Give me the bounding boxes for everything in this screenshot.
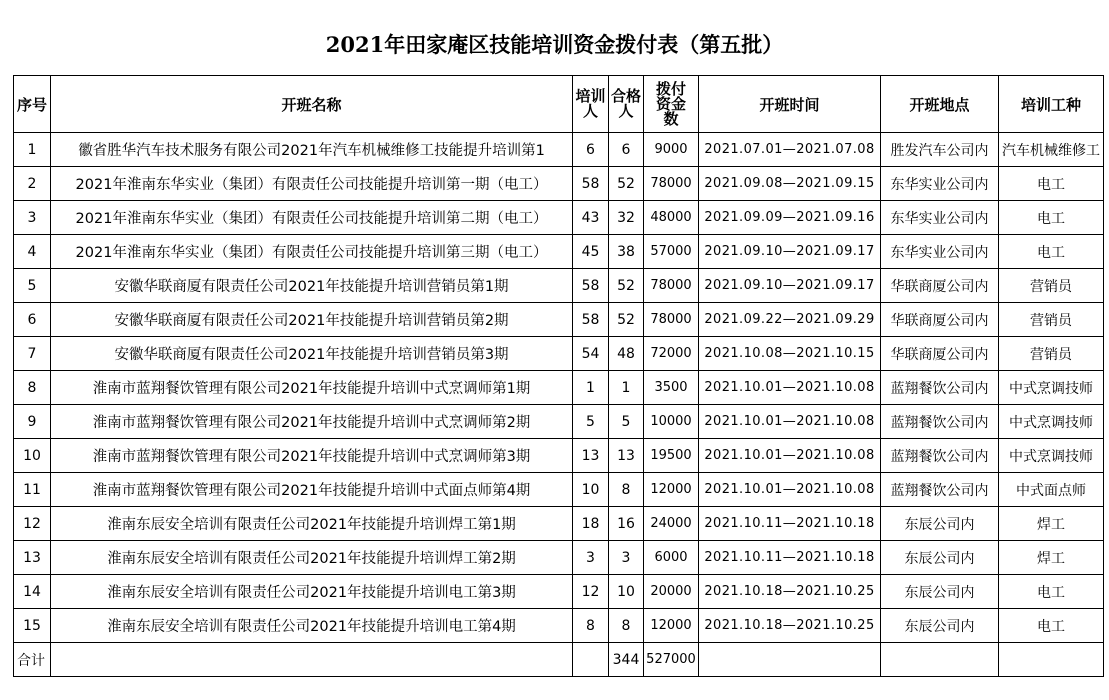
cell-location: 东辰公司内	[881, 541, 999, 575]
cell-amount: 78000	[644, 303, 699, 337]
cell-name: 淮南市蓝翔餐饮管理有限公司2021年技能提升培训中式烹调师第1期	[51, 371, 573, 405]
header-amount: 拨付资金数	[644, 76, 699, 133]
cell-qualified: 32	[609, 201, 644, 235]
cell-name: 淮南市蓝翔餐饮管理有限公司2021年技能提升培训中式烹调师第2期	[51, 405, 573, 439]
cell-trainees: 18	[573, 507, 609, 541]
total-name-empty	[51, 643, 573, 677]
cell-trainees: 10	[573, 473, 609, 507]
page-title: 2021年田家庵区技能培训资金拨付表（第五批）	[325, 32, 784, 57]
cell-name: 2021年淮南东华实业（集团）有限责任公司技能提升培训第二期（电工）	[51, 201, 573, 235]
cell-amount: 24000	[644, 507, 699, 541]
cell-index: 10	[14, 439, 51, 473]
cell-qualified: 8	[609, 473, 644, 507]
cell-index: 1	[14, 133, 51, 167]
cell-index: 13	[14, 541, 51, 575]
cell-index: 9	[14, 405, 51, 439]
cell-period: 2021.07.01—2021.07.08	[699, 133, 881, 167]
cell-qualified: 1	[609, 371, 644, 405]
cell-index: 7	[14, 337, 51, 371]
cell-location: 蓝翔餐饮公司内	[881, 371, 999, 405]
cell-qualified: 52	[609, 303, 644, 337]
cell-trade: 营销员	[999, 337, 1104, 371]
cell-trainees: 58	[573, 269, 609, 303]
cell-trainees: 8	[573, 609, 609, 643]
cell-period: 2021.10.01—2021.10.08	[699, 405, 881, 439]
cell-trainees: 6	[573, 133, 609, 167]
cell-trade: 电工	[999, 201, 1104, 235]
cell-location: 东辰公司内	[881, 507, 999, 541]
cell-name: 2021年淮南东华实业（集团）有限责任公司技能提升培训第三期（电工）	[51, 235, 573, 269]
table-row	[14, 405, 1104, 439]
cell-period: 2021.10.11—2021.10.18	[699, 507, 881, 541]
cell-amount: 78000	[644, 269, 699, 303]
cell-index: 5	[14, 269, 51, 303]
cell-trainees: 54	[573, 337, 609, 371]
cell-trade: 电工	[999, 575, 1104, 609]
cell-trade: 电工	[999, 235, 1104, 269]
cell-name: 淮南东辰安全培训有限责任公司2021年技能提升培训焊工第2期	[51, 541, 573, 575]
table-row	[14, 541, 1104, 575]
cell-amount: 6000	[644, 541, 699, 575]
cell-name: 安徽华联商厦有限责任公司2021年技能提升培训营销员第1期	[51, 269, 573, 303]
cell-index: 4	[14, 235, 51, 269]
cell-index: 2	[14, 167, 51, 201]
cell-qualified: 16	[609, 507, 644, 541]
cell-location: 东辰公司内	[881, 609, 999, 643]
cell-qualified: 8	[609, 609, 644, 643]
cell-trade: 营销员	[999, 303, 1104, 337]
table-row	[14, 303, 1104, 337]
total-location-empty	[881, 643, 999, 677]
header-name: 开班名称	[51, 76, 573, 133]
cell-trade: 焊工	[999, 541, 1104, 575]
cell-trade: 焊工	[999, 507, 1104, 541]
cell-amount: 72000	[644, 337, 699, 371]
funding-table	[13, 75, 1104, 677]
cell-trainees: 58	[573, 303, 609, 337]
cell-trainees: 3	[573, 541, 609, 575]
table-row	[14, 133, 1104, 167]
cell-location: 华联商厦公司内	[881, 269, 999, 303]
header-trainees: 培训人	[573, 76, 609, 133]
cell-amount: 12000	[644, 609, 699, 643]
cell-location: 华联商厦公司内	[881, 303, 999, 337]
cell-qualified: 13	[609, 439, 644, 473]
total-row	[14, 643, 1104, 677]
cell-amount: 10000	[644, 405, 699, 439]
total-trainees-empty	[573, 643, 609, 677]
cell-name: 2021年淮南东华实业（集团）有限责任公司技能提升培训第一期（电工）	[51, 167, 573, 201]
total-amount: 527000	[644, 643, 699, 677]
cell-index: 8	[14, 371, 51, 405]
cell-name: 淮南市蓝翔餐饮管理有限公司2021年技能提升培训中式面点师第4期	[51, 473, 573, 507]
cell-qualified: 52	[609, 269, 644, 303]
cell-name: 淮南东辰安全培训有限责任公司2021年技能提升培训电工第4期	[51, 609, 573, 643]
cell-qualified: 52	[609, 167, 644, 201]
table-header-row	[14, 76, 1104, 133]
cell-qualified: 5	[609, 405, 644, 439]
cell-period: 2021.10.01—2021.10.08	[699, 371, 881, 405]
cell-index: 11	[14, 473, 51, 507]
cell-amount: 48000	[644, 201, 699, 235]
table-row	[14, 235, 1104, 269]
cell-name: 安徽华联商厦有限责任公司2021年技能提升培训营销员第2期	[51, 303, 573, 337]
cell-trade: 电工	[999, 609, 1104, 643]
table-row	[14, 439, 1104, 473]
cell-period: 2021.10.08—2021.10.15	[699, 337, 881, 371]
cell-trade: 电工	[999, 167, 1104, 201]
table-row	[14, 269, 1104, 303]
cell-trainees: 45	[573, 235, 609, 269]
cell-trade: 中式面点师	[999, 473, 1104, 507]
header-index: 序号	[14, 76, 51, 133]
table-row	[14, 337, 1104, 371]
cell-trade: 中式烹调技师	[999, 405, 1104, 439]
cell-location: 胜发汽车公司内	[881, 133, 999, 167]
header-period: 开班时间	[699, 76, 881, 133]
cell-name: 淮南市蓝翔餐饮管理有限公司2021年技能提升培训中式烹调师第3期	[51, 439, 573, 473]
cell-amount: 3500	[644, 371, 699, 405]
total-qualified: 344	[609, 643, 644, 677]
table-row	[14, 609, 1104, 643]
cell-period: 2021.09.10—2021.09.17	[699, 269, 881, 303]
cell-name: 安徽华联商厦有限责任公司2021年技能提升培训营销员第3期	[51, 337, 573, 371]
cell-index: 15	[14, 609, 51, 643]
cell-qualified: 3	[609, 541, 644, 575]
cell-period: 2021.09.08—2021.09.15	[699, 167, 881, 201]
cell-period: 2021.09.22—2021.09.29	[699, 303, 881, 337]
header-qualified: 合格人	[609, 76, 644, 133]
cell-qualified: 10	[609, 575, 644, 609]
cell-trainees: 13	[573, 439, 609, 473]
cell-amount: 19500	[644, 439, 699, 473]
cell-trainees: 12	[573, 575, 609, 609]
cell-trade: 中式烹调技师	[999, 371, 1104, 405]
cell-location: 蓝翔餐饮公司内	[881, 473, 999, 507]
cell-amount: 9000	[644, 133, 699, 167]
cell-amount: 57000	[644, 235, 699, 269]
cell-period: 2021.10.18—2021.10.25	[699, 609, 881, 643]
cell-index: 6	[14, 303, 51, 337]
table-row	[14, 201, 1104, 235]
cell-period: 2021.10.18—2021.10.25	[699, 575, 881, 609]
cell-location: 华联商厦公司内	[881, 337, 999, 371]
cell-period: 2021.10.01—2021.10.08	[699, 439, 881, 473]
table-row	[14, 575, 1104, 609]
cell-amount: 78000	[644, 167, 699, 201]
cell-trainees: 58	[573, 167, 609, 201]
total-label: 合计	[14, 643, 51, 677]
cell-amount: 12000	[644, 473, 699, 507]
table-row	[14, 507, 1104, 541]
cell-name: 淮南东辰安全培训有限责任公司2021年技能提升培训电工第3期	[51, 575, 573, 609]
cell-location: 东华实业公司内	[881, 235, 999, 269]
cell-trainees: 43	[573, 201, 609, 235]
cell-location: 东华实业公司内	[881, 201, 999, 235]
cell-trade: 汽车机械维修工	[999, 133, 1104, 167]
cell-qualified: 6	[609, 133, 644, 167]
cell-location: 东华实业公司内	[881, 167, 999, 201]
cell-name: 淮南东辰安全培训有限责任公司2021年技能提升培训焊工第1期	[51, 507, 573, 541]
cell-trainees: 1	[573, 371, 609, 405]
cell-index: 3	[14, 201, 51, 235]
cell-location: 东辰公司内	[881, 575, 999, 609]
cell-qualified: 48	[609, 337, 644, 371]
cell-index: 12	[14, 507, 51, 541]
cell-name: 徽省胜华汽车技术服务有限公司2021年汽车机械维修工技能提升培训第1	[51, 133, 573, 167]
cell-period: 2021.09.10—2021.09.17	[699, 235, 881, 269]
cell-trade: 中式烹调技师	[999, 439, 1104, 473]
cell-period: 2021.10.11—2021.10.18	[699, 541, 881, 575]
total-trade-empty	[999, 643, 1104, 677]
cell-location: 蓝翔餐饮公司内	[881, 439, 999, 473]
total-period-empty	[699, 643, 881, 677]
cell-period: 2021.09.09—2021.09.16	[699, 201, 881, 235]
table-row	[14, 167, 1104, 201]
table-row	[14, 371, 1104, 405]
cell-amount: 20000	[644, 575, 699, 609]
cell-index: 14	[14, 575, 51, 609]
table-row	[14, 473, 1104, 507]
cell-trainees: 5	[573, 405, 609, 439]
cell-location: 蓝翔餐饮公司内	[881, 405, 999, 439]
cell-trade: 营销员	[999, 269, 1104, 303]
header-trade: 培训工种	[999, 76, 1104, 133]
cell-period: 2021.10.01—2021.10.08	[699, 473, 881, 507]
cell-qualified: 38	[609, 235, 644, 269]
header-location: 开班地点	[881, 76, 999, 133]
